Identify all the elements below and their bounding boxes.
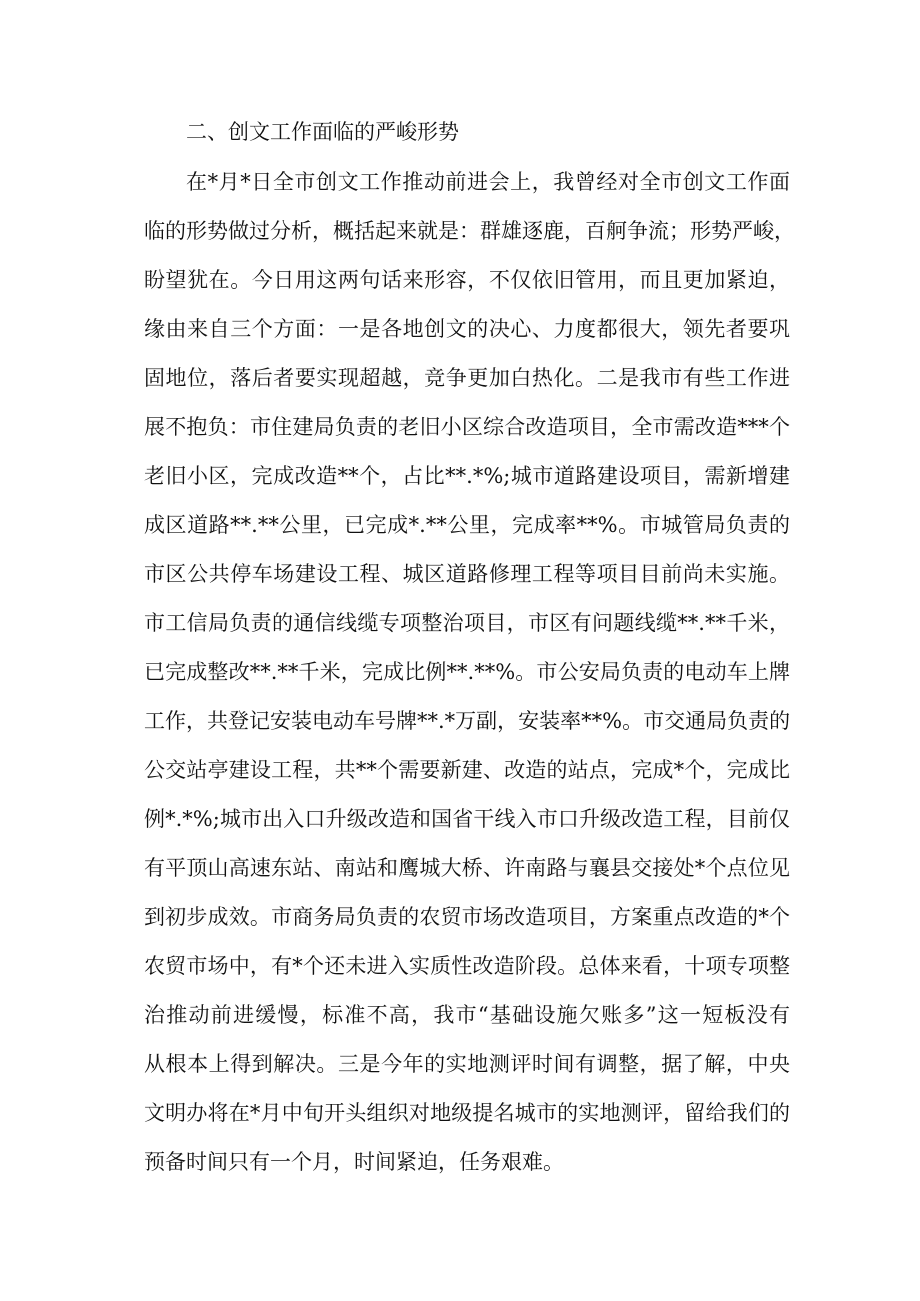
paragraph-line: 市工信局负责的通信线缆专项整治项目，市区有问题线缆**.**千米， — [144, 611, 790, 635]
paragraph-line: 展不抱负：市住建局负责的老旧小区综合改造项目，全市需改造***个 — [144, 415, 790, 439]
paragraph-line: 工作，共登记安装电动车号牌**.*万副，安装率**%。市交通局负责的 — [144, 709, 791, 733]
paragraph-line: 盼望犹在。今日用这两句话来形容，不仅依旧管用，而且更加紧迫， — [144, 268, 790, 292]
paragraph-line: 有平顶山高速东站、南站和鹰城大桥、许南路与襄县交接处*个点位见 — [144, 856, 790, 880]
section-heading: 二、创文工作面临的严峻形势 — [186, 120, 459, 144]
paragraph-line: 预备时间只有一个月，时间紧迫，任务艰难。 — [144, 1150, 564, 1174]
paragraph-line: 公交站亭建设工程，共**个需要新建、改造的站点，完成*个，完成比 — [144, 758, 790, 782]
paragraph-line: 治推动前进缓慢，标准不高，我市“基础设施欠账多”这一短板没有 — [144, 1003, 790, 1027]
paragraph-line: 市区公共停车场建设工程、城区道路修理工程等项目目前尚未实施。 — [144, 562, 790, 586]
paragraph-line: 已完成整改**.**千米，完成比例**.**%。市公安局负责的电动车上牌 — [144, 660, 790, 684]
paragraph-line: 文明办将在*月中旬开头组织对地级提名城市的实地测评，留给我们的 — [144, 1101, 790, 1125]
paragraph-line: 成区道路**.**公里，已完成*.**公里，完成率**%。市城管局负责的 — [144, 513, 790, 537]
paragraph-line: 在*月*日全市创文工作推动前进会上，我曾经对全市创文工作面 — [186, 170, 790, 194]
paragraph-line: 到初步成效。市商务局负责的农贸市场改造项目，方案重点改造的*个 — [144, 905, 790, 929]
paragraph-line: 例*.*%;城市出入口升级改造和国省干线入市口升级改造工程，目前仅 — [144, 807, 790, 831]
paragraph-line: 固地位，落后者要实现超越，竞争更加白热化。二是我市有些工作进 — [144, 366, 790, 390]
paragraph-line: 农贸市场中，有*个还未进入实质性改造阶段。总体来看，十项专项整 — [144, 954, 790, 978]
paragraph-line: 缘由来自三个方面：一是各地创文的决心、力度都很大，领先者要巩 — [144, 317, 790, 341]
paragraph-line: 从根本上得到解决。三是今年的实地测评时间有调整，据了解，中央 — [144, 1052, 790, 1076]
paragraph-line: 临的形势做过分析，概括起来就是：群雄逐鹿，百舸争流；形势严峻， — [144, 219, 795, 243]
paragraph-line: 老旧小区，完成改造**个，占比**.*%;城市道路建设项目，需新增建 — [144, 464, 790, 488]
